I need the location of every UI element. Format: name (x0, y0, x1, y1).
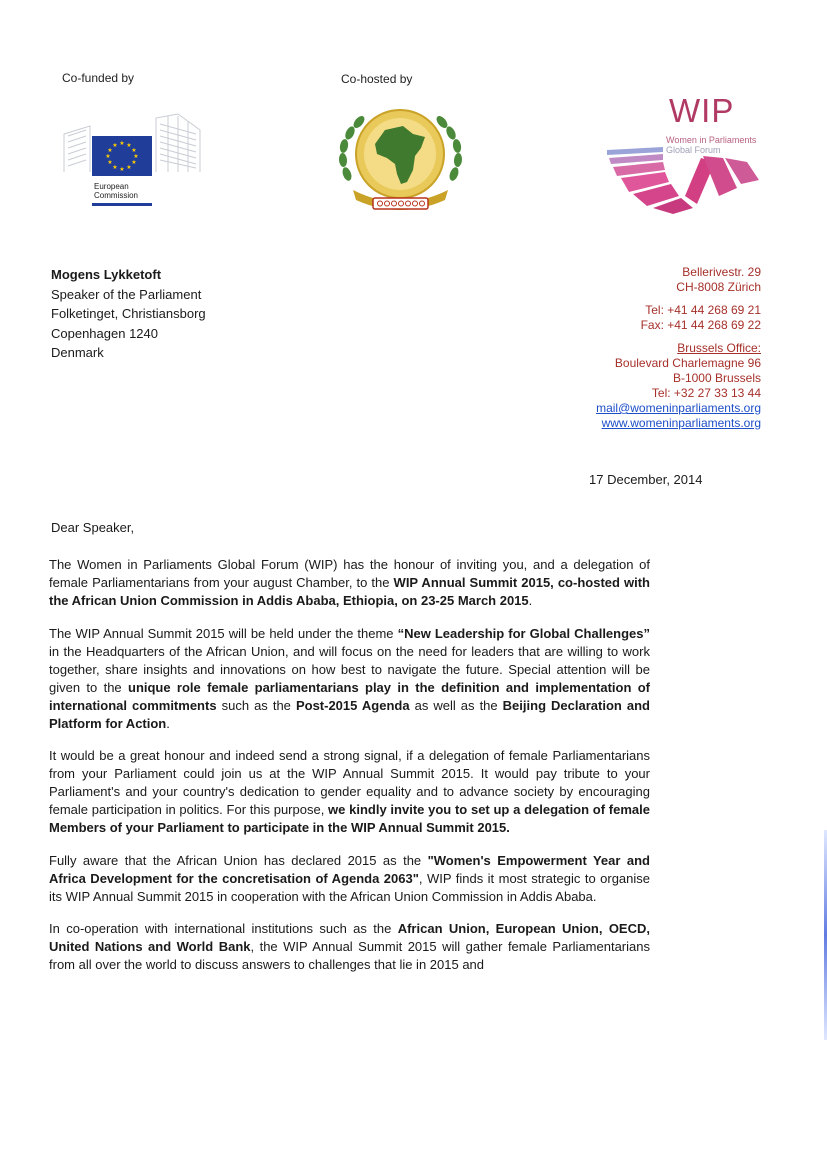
recipient-line: Copenhagen 1240 (51, 325, 158, 341)
text-run: The WIP Annual Summit 2015 will be held under the theme (49, 625, 398, 641)
text-run: It would be a great honour and indeed send a strong signal, if a delegation of female Parliamentarians from your Parliament could join us at the WIP Annual Summit 2015. It would pay tribute to your Parliament's and your country's dedication to gender equality and to advance society by encouraging female participation in politics. For this purpose, (49, 748, 650, 817)
recipient-line: Denmark (51, 345, 104, 360)
svg-text:★: ★ (112, 142, 118, 149)
text-run: Fully aware that the African Union has declared 2015 as the (49, 852, 428, 868)
cofunded-label: Co-funded by (62, 71, 135, 85)
text-run: . (166, 715, 170, 731)
text-run: , the WIP Annual Summit 2015 will gather female Parliamentarians from all over the world to discuss answers to challenges that lie in 2015 and (49, 939, 650, 972)
text-run: such as the (216, 697, 296, 713)
brussels-office-label: Brussels Office: (677, 341, 761, 355)
wip-logo-subtitle-2: Global Forum (666, 145, 721, 155)
text-run: , WIP finds it most strategic to organise its WIP Annual Summit 2015 in cooperation with the African Union Commission in Addis Ababa. (49, 870, 650, 904)
svg-text:★: ★ (107, 159, 113, 166)
svg-text:★: ★ (107, 147, 113, 154)
sender-street: Bellerivestr. 29 (682, 265, 761, 279)
body-paragraph (49, 556, 650, 610)
sender-fax: Fax: +41 44 268 69 22 (640, 318, 761, 332)
body-paragraph (49, 747, 650, 837)
european-commission-logo (60, 112, 202, 210)
sender-address (596, 265, 761, 431)
letter-date: 17 December, 2014 (589, 472, 703, 487)
text-run: In co-operation with international institutions such as the (49, 921, 398, 936)
wip-fan-icon (603, 92, 765, 216)
text-run: The Women in Parliaments Global Forum (WIP) has the honour of inviting you, and a delegation of female Parliamentarians from your august Chamber, to the (49, 557, 650, 590)
svg-text:★: ★ (119, 166, 125, 173)
bold-text-run: Post-2015 Agenda (295, 697, 410, 713)
sender-tel: Tel: +41 44 268 69 21 (645, 303, 761, 317)
ec-logo-text: European Commission (94, 182, 139, 200)
salutation: Dear Speaker, (51, 520, 135, 535)
svg-text:★: ★ (131, 159, 137, 166)
african-union-emblem-icon (333, 104, 468, 216)
text-run: in the Headquarters of the African Union, and will focus on the need for leaders that are willing to work together, share insights and innovations on how best to navigate the future. Special attention will be given to the (49, 643, 650, 695)
recipient-line: Speaker of the Parliament (51, 286, 202, 302)
bold-text-run: “New Leadership for Global Challenges” (397, 625, 650, 641)
sender-city: CH-8008 Zürich (676, 280, 761, 294)
body-paragraph (49, 852, 650, 906)
bold-text-run: African Union, European Union, OECD, United Nations and World Bank (49, 921, 650, 954)
bold-text-run: we kindly invite you to set up a delegation of female Members of your Parliament to participate in the WIP Annual Summit 2015. (49, 802, 650, 835)
brussels-tel: Tel: +32 27 33 13 44 (651, 386, 761, 400)
svg-text:★: ★ (126, 142, 132, 149)
recipient-line: Folketinget, Christiansborg (51, 306, 206, 321)
cohosted-label: Co-hosted by (341, 72, 413, 86)
svg-text:★: ★ (119, 140, 125, 147)
bold-text-run: "Women's Empowerment Year and Africa Development for the concretisation of Agenda 2063" (49, 852, 650, 886)
svg-text:★: ★ (126, 164, 132, 171)
wip-logo (603, 92, 765, 216)
svg-text:★: ★ (112, 164, 118, 171)
text-run: . (528, 593, 533, 608)
svg-text:★: ★ (133, 153, 139, 160)
bold-text-run: WIP Annual Summit 2015, co-hosted with the African Union Commission in Addis Ababa, Ethiopia, on 23-25 March 2015 (49, 575, 650, 608)
text-run: as well as the (409, 697, 503, 713)
recipient-address (51, 265, 206, 363)
svg-text:★: ★ (105, 153, 111, 160)
wip-logo-title: WIP (669, 92, 735, 129)
svg-text:★: ★ (131, 147, 137, 154)
wip-logo-subtitle-1: Women in Parliaments (666, 135, 757, 145)
african-union-emblem (333, 104, 468, 216)
bold-text-run: unique role female parliamentarians play in the definition and implementation of international commitments (49, 679, 650, 713)
letter-body (49, 556, 650, 989)
brussels-street: Boulevard Charlemagne 96 (614, 356, 761, 370)
brussels-city: B-1000 Brussels (672, 371, 761, 385)
email-link[interactable]: mail@womeninparliaments.org (596, 401, 761, 415)
website-link[interactable]: www.womeninparliaments.org (601, 416, 761, 430)
body-paragraph (49, 920, 650, 974)
bold-text-run: Beijing Declaration and Platform for Action (49, 697, 650, 731)
body-paragraph (49, 625, 650, 733)
recipient-name: Mogens Lykketoft (51, 267, 162, 282)
